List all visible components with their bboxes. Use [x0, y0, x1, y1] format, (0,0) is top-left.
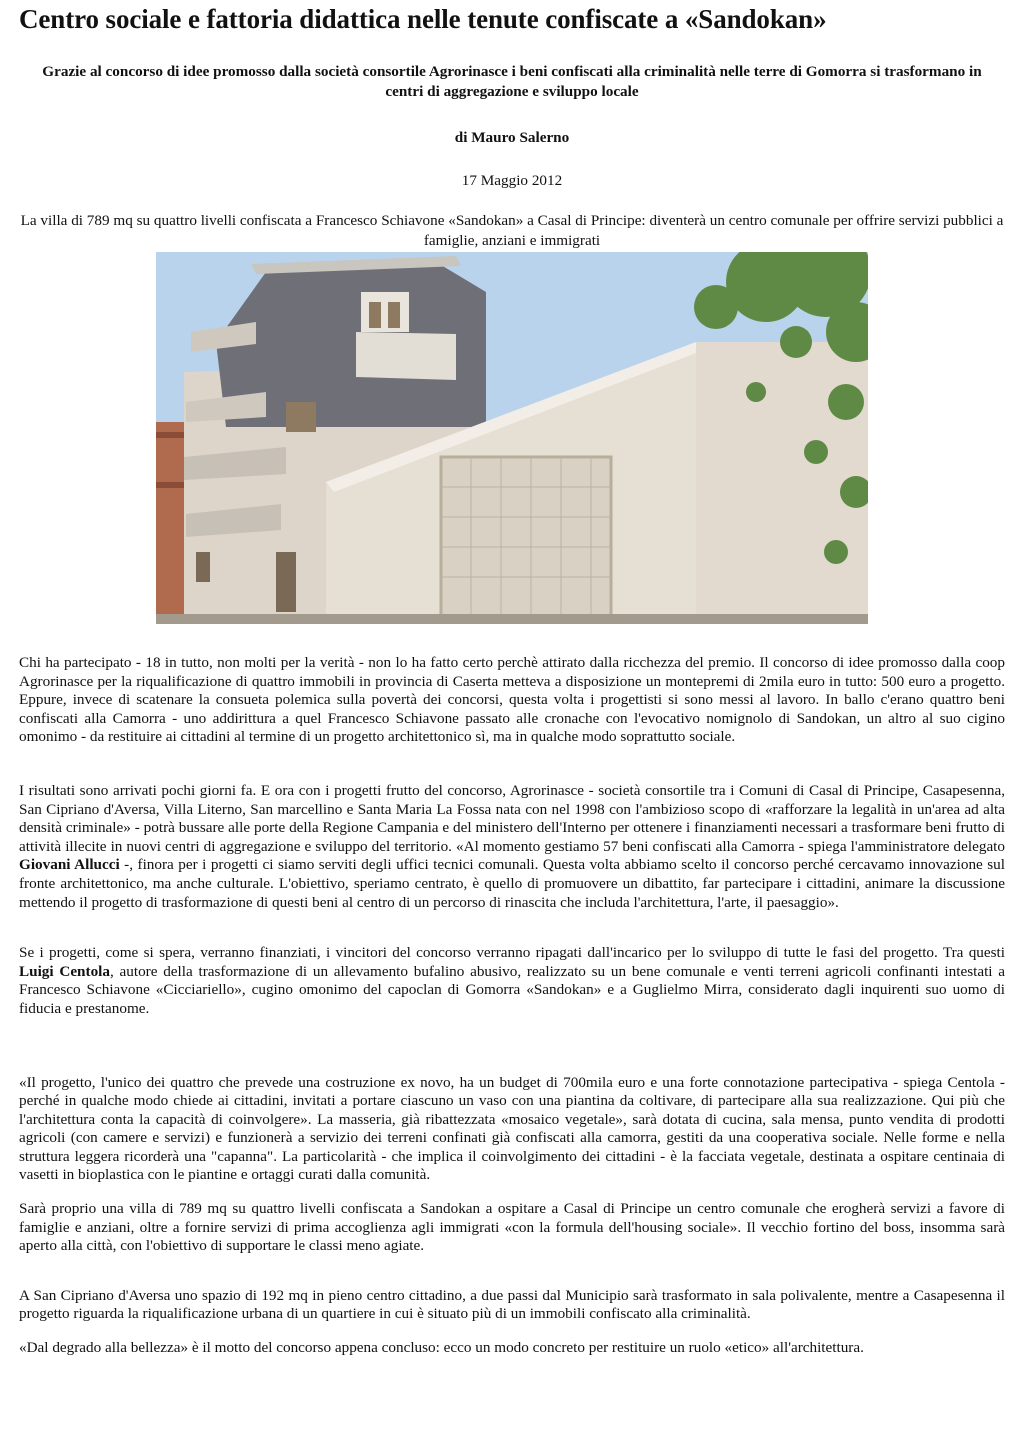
article-subtitle: Grazie al concorso di idee promosso dalla società consortile Agrorinasce i beni confiscati alla criminalità nelle terre di Gomorra si trasformano in centri di aggregazione e sviluppo locale	[42, 63, 982, 100]
article-author: di Mauro Salerno	[454, 129, 570, 146]
paragraph-2-text-b: -, finora per i progetti ci siamo serviti degli uffici tecnici comunali. Questa volta abbiamo scelto il concorso perché cercavamo innovazione sul fronte architettonico, ma anche culturale. L'obiettivo, speriamo centrato, è quello di promuovere un dibattito, far partecipare i cittadini, animare la discussione mettendo il progetto di trasformazione di questi beni al centro di un percorso di rinascita che includa l'architettura, l'arte, il paesaggio».	[19, 856, 1005, 911]
photo-caption: La villa di 789 mq su quattro livelli confiscata a Francesco Schiavone «Sandokan» a Casal di Principe: diventerà un centro comunale per offrire servizi pubblici a famiglie, anziani e immigrati	[20, 212, 1004, 249]
paragraph-2-text-a: I risultati sono arrivati pochi giorni fa. E ora con i progetti frutto del concorso, Agrorinasce - società consortile tra i Comuni di Casal di Principe, Casapesenna, San Cipriano d'Aversa, Villa Literno, San marcellino e Santa Maria La Fossa nata con nel 1998 con l'ambizioso scopo di «rafforzare la legalità in un'area ad alta densità criminale» - potrà bussare alle porte della Regione Campania e del ministero dell'Interno per ottenere i finanziamenti necessari a trasformare beni frutto di attività illecite in nuovi centri di aggregazione e sviluppo del territorio. «Al momento gestiamo 57 beni confiscati alla Camorra - spiega l'amministratore delegato	[19, 781, 1005, 855]
article-title: Centro sociale e fattoria didattica nelle tenute confiscate a «Sandokan»	[19, 4, 827, 34]
paragraph-3-text-a: Se i progetti, come si spera, verranno finanziati, i vincitori del concorso verranno ripagati dall'incarico per lo sviluppo di tutte le fasi del progetto. Tra questi	[19, 944, 1005, 962]
paragraph-7: «Dal degrado alla bellezza» è il motto del concorso appena concluso: ecco un modo concreto per restituire un ruolo «etico» all'architettura.	[19, 1339, 864, 1357]
name-giovani-allucci: Giovani Allucci	[19, 856, 120, 874]
villa-photo	[156, 252, 868, 624]
paragraph-1: Chi ha partecipato - 18 in tutto, non molti per la verità - non lo ha fatto certo perchè attirato dalla ricchezza del premio. Il concorso di idee promosso dalla coop Agrorinasce per la riqualificazione di quattro immobili in provincia di Caserta metteva a disposizione un montepremi di 2mila euro in tutto: 500 euro a progetto. Eppure, invece di scatenare la consueta polemica sulla povertà dei concorsi, questa volta i progettisti si sono messi al lavoro. In ballo c'erano quattro beni confiscati alla Camorra - uno addirittura a quel Francesco Schiavone passato alle cronache con l'evocativo nomignolo di Sandokan, un altro al suo cigino omonimo - da restituire ai cittadini al termine di un progetto architettonico sì, ma in qualche modo soprattutto sociale.	[19, 654, 1005, 746]
paragraph-2	[19, 782, 1005, 912]
paragraph-4: «Il progetto, l'unico dei quattro che prevede una costruzione ex novo, ha un budget di 700mila euro e una forte connotazione partecipativa - spiega Centola - perché in qualche modo chiede ai cittadini, invitati a portare ciascuno un vaso con una piantina da coltivare, di partecipare alla sua realizzazione. Qui più che l'architettura conta la capacità di coinvolgere». La masseria, già ribattezzata «mosaico vegetale», sarà dotata di cucina, sala mensa, punto vendita di prodotti agricoli (con camere e servizi) e funzionerà a servizio dei terreni confinati già confiscati alla camorra, gestiti da una cooperativa sociale. Nelle forme e nella struttura leggera ricorderà una "capanna". La particolarità - che implica il coinvolgimento dei cittadini - è la facciata vegetale, destinata a ospitare centinaia di vasetti in bioplastica con le piantine e ortaggi curati dalla comunità.	[19, 1073, 1005, 1184]
article-date: 17 Maggio 2012	[461, 172, 563, 189]
paragraph-5: Sarà proprio una villa di 789 mq su quattro livelli confiscata a Sandokan a ospitare a Casal di Principe un centro comunale che erogherà servizi a favore di famiglie e anziani, oltre a fornire servizi di prima accoglienza agli immigrati «con la formula dell'housing sociale». Il vecchio fortino del boss, insomma sarà aperto alla città, con l'obiettivo di supportare le classi meno agiate.	[19, 1200, 1005, 1255]
paragraph-6: A San Cipriano d'Aversa uno spazio di 192 mq in pieno centro cittadino, a due passi dal Municipio sarà trasformato in sala polivalente, mentre a Casapesenna il progetto riguarda la riqualificazione urbana di un quartiere in cui è situato più di un immobili confiscato alla criminalità.	[19, 1286, 1005, 1323]
paragraph-3	[19, 944, 1005, 1018]
paragraph-3-text-b: , autore della trasformazione di un allevamento bufalino abusivo, realizzato su un bene comunale e venti terreni agricoli confinanti intestati a Francesco Schiavone «Cicciariello», cugino omonimo del capoclan di Gomorra «Sandokan» e a Guglielmo Mirra, considerato dagli inquirenti suo uomo di fiducia e prestanome.	[19, 962, 1005, 1017]
name-luigi-centola: Luigi Centola	[19, 962, 110, 980]
